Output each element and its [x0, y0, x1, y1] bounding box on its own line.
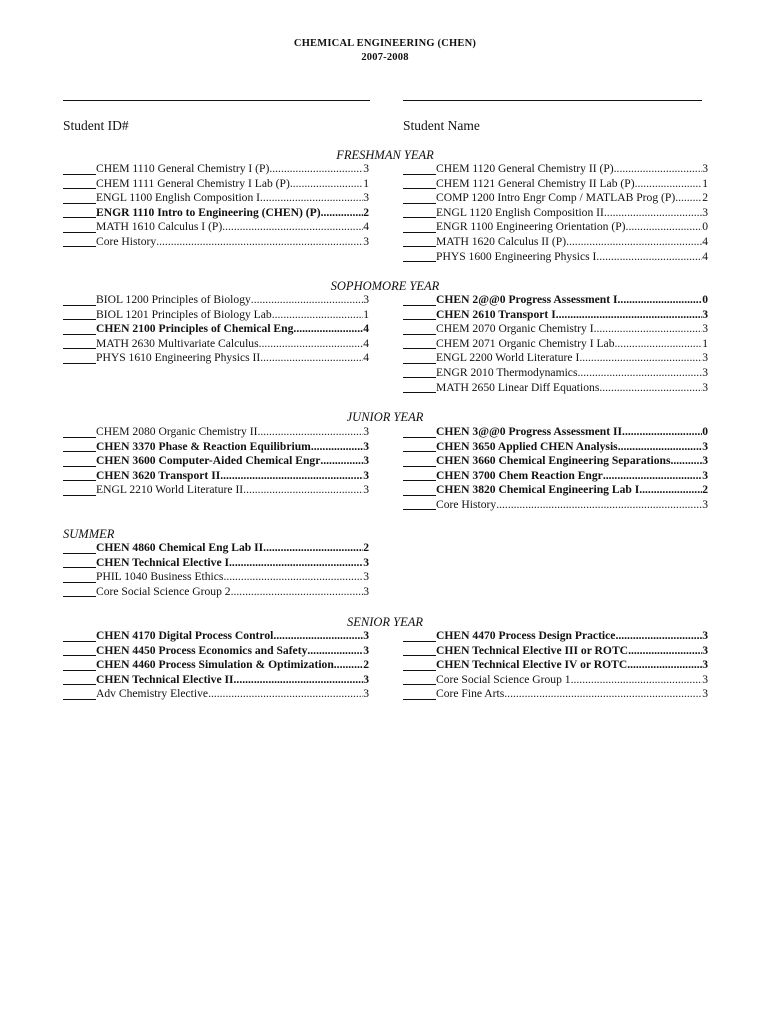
course-row [403, 250, 708, 265]
course-name: CHEM 2070 Organic Chemistry I [436, 322, 594, 336]
course-credits: 4 [363, 322, 369, 336]
completion-blank[interactable] [403, 366, 436, 379]
dot-leader [307, 644, 363, 659]
course-row [403, 483, 708, 498]
dot-leader [615, 337, 703, 352]
dot-leader [220, 469, 363, 484]
course-row [403, 308, 708, 323]
dot-leader [231, 585, 364, 600]
course-credits: 0 [702, 220, 708, 234]
completion-blank[interactable] [63, 673, 96, 686]
completion-blank[interactable] [63, 570, 96, 583]
course-row [63, 644, 369, 659]
course-credits: 2 [363, 541, 369, 554]
summer-column [63, 541, 369, 599]
course-row [403, 191, 708, 206]
completion-blank[interactable] [403, 673, 436, 686]
completion-blank[interactable] [63, 541, 96, 554]
course-name: BIOL 1201 Principles of Biology Lab [96, 307, 272, 321]
course-row [63, 293, 369, 308]
course-name: CHEN 2610 Transport I [436, 307, 556, 321]
completion-blank[interactable] [403, 177, 436, 190]
student-id-label: Student ID# [63, 118, 129, 133]
completion-blank[interactable] [63, 351, 96, 364]
course-name: CHEM 1120 General Chemistry II (P) [436, 162, 614, 175]
course-name: CHEN 4170 Digital Process Control [96, 629, 274, 642]
freshman-left-column [63, 162, 369, 250]
course-credits: 3 [363, 468, 369, 482]
course-credits: 3 [363, 555, 369, 569]
course-row [63, 322, 369, 337]
course-name: CHEN 3600 Computer-Aided Chemical Engr [96, 454, 321, 468]
course-row [63, 351, 369, 366]
course-name: MATH 2630 Multivariate Calculus [96, 336, 259, 350]
course-credits: 1 [363, 176, 369, 190]
course-credits: 3 [363, 454, 369, 468]
course-row [63, 483, 369, 498]
course-credits: 1 [702, 176, 708, 190]
completion-blank[interactable] [63, 220, 96, 233]
completion-blank[interactable] [63, 206, 96, 219]
course-name: CHEN 3660 Chemical Engineering Separations. [436, 454, 674, 468]
dot-leader [673, 454, 702, 469]
course-name: PHYS 1610 Engineering Physics II [96, 351, 261, 365]
freshman-year-heading: FRESHMAN YEAR [336, 148, 434, 162]
completion-blank[interactable] [403, 250, 436, 263]
course-credits: 0 [702, 293, 708, 306]
course-credits: 3 [702, 351, 708, 365]
dot-leader [615, 629, 702, 644]
dot-leader [251, 293, 363, 308]
document-year: 2007-2008 [361, 52, 409, 63]
course-name: CHEM 1111 General Chemistry I Lab (P) [96, 176, 290, 190]
dot-leader [290, 177, 363, 192]
completion-blank[interactable] [403, 440, 436, 453]
course-name: Core History [436, 497, 497, 511]
dot-leader [259, 337, 364, 352]
completion-blank[interactable] [403, 469, 436, 482]
course-credits: 3 [363, 293, 369, 306]
sophomore-left-column [63, 293, 369, 366]
completion-blank[interactable] [63, 629, 96, 642]
dot-leader [639, 483, 702, 498]
course-row [63, 541, 369, 556]
completion-blank[interactable] [63, 440, 96, 453]
student-id-line[interactable] [63, 100, 370, 101]
course-name: CHEN Technical Elective III or ROTC [436, 643, 629, 657]
senior-left-column [63, 629, 369, 702]
completion-blank[interactable] [63, 644, 96, 657]
course-credits: 3 [363, 191, 369, 205]
course-name: ENGL 1120 English Composition II [436, 205, 604, 219]
dot-leader [222, 220, 363, 235]
completion-blank[interactable] [63, 454, 96, 467]
completion-blank[interactable] [403, 483, 436, 496]
dot-leader [156, 235, 363, 250]
dot-leader [599, 381, 702, 396]
dot-leader [571, 673, 703, 688]
completion-blank[interactable] [403, 454, 436, 467]
course-row [63, 673, 369, 688]
course-name: ENGL 1100 English Composition I [96, 191, 261, 205]
completion-blank[interactable] [403, 308, 436, 321]
course-row [403, 498, 708, 513]
course-row [63, 191, 369, 206]
course-row [403, 351, 708, 366]
course-credits: 3 [702, 307, 708, 321]
course-credits: 3 [363, 629, 369, 642]
dot-leader [627, 658, 702, 673]
course-name: CHEN 4470 Process Design Practice [436, 629, 616, 642]
completion-blank[interactable] [403, 220, 436, 233]
course-name: CHEN 3820 Chemical Engineering Lab I [436, 483, 640, 497]
dot-leader [234, 673, 364, 688]
course-name: CHEN Technical Elective I [96, 555, 230, 569]
course-name: CHEM 2080 Organic Chemistry II [96, 425, 258, 438]
course-row [403, 162, 708, 177]
completion-blank[interactable] [403, 235, 436, 248]
course-name: CHEN Technical Elective IV or ROTC [436, 658, 628, 672]
completion-blank[interactable] [63, 293, 96, 306]
course-row [63, 177, 369, 192]
dot-leader [566, 235, 702, 250]
course-row [403, 293, 708, 308]
course-credits: 3 [702, 365, 708, 379]
completion-blank[interactable] [63, 687, 96, 700]
dot-leader [596, 250, 702, 265]
course-row [63, 425, 369, 440]
course-name: MATH 2650 Linear Diff Equations [436, 380, 600, 394]
completion-blank[interactable] [403, 191, 436, 204]
sophomore-year-heading: SOPHOMORE YEAR [330, 279, 440, 293]
course-row [63, 308, 369, 323]
dot-leader [263, 541, 363, 556]
course-credits: 3 [702, 454, 708, 468]
course-name: CHEN 3620 Transport II [96, 468, 221, 482]
course-name: Core Social Science Group 2 [96, 584, 231, 598]
course-row [403, 440, 708, 455]
dot-leader [311, 440, 363, 455]
course-credits: 3 [702, 497, 708, 511]
completion-blank[interactable] [63, 556, 96, 569]
completion-blank[interactable] [63, 483, 96, 496]
completion-blank[interactable] [403, 629, 436, 642]
course-credits: 0 [702, 425, 708, 438]
course-credits: 3 [702, 658, 708, 672]
course-credits: 3 [363, 643, 369, 657]
student-name-line[interactable] [403, 100, 702, 101]
senior-year-heading: SENIOR YEAR [346, 615, 424, 629]
course-row [403, 658, 708, 673]
freshman-right-column [403, 162, 708, 264]
course-name: PHYS 1600 Engineering Physics I [436, 249, 597, 263]
dot-leader [320, 454, 363, 469]
dot-leader [614, 162, 703, 177]
course-credits: 3 [363, 570, 369, 584]
course-credits: 3 [702, 162, 708, 175]
completion-blank[interactable] [63, 308, 96, 321]
course-credits: 3 [363, 584, 369, 598]
course-row [403, 381, 708, 396]
course-row [403, 235, 708, 250]
course-row [63, 570, 369, 585]
completion-blank[interactable] [403, 381, 436, 394]
dot-leader [229, 556, 363, 571]
course-name: ENGL 2210 World Literature II [96, 483, 244, 497]
completion-blank[interactable] [403, 658, 436, 671]
course-row [63, 687, 369, 702]
course-credits: 3 [363, 234, 369, 248]
course-row [403, 673, 708, 688]
course-credits: 4 [363, 351, 369, 365]
junior-year-heading: JUNIOR YEAR [346, 410, 424, 424]
dot-leader [635, 177, 703, 192]
completion-blank[interactable] [403, 162, 436, 175]
course-credits: 3 [702, 380, 708, 394]
course-name: Core History [96, 234, 157, 248]
completion-blank[interactable] [403, 644, 436, 657]
completion-blank[interactable] [403, 351, 436, 364]
dot-leader [626, 220, 703, 235]
dot-leader [594, 322, 703, 337]
completion-blank[interactable] [63, 425, 96, 438]
dot-leader [243, 483, 363, 498]
course-row [403, 322, 708, 337]
dot-leader [293, 322, 363, 337]
course-row [63, 162, 369, 177]
course-credits: 3 [702, 629, 708, 642]
course-name: ENGL 2200 World Literature I [436, 351, 580, 365]
course-name: CHEN 3@@0 Progress Assessment II [436, 425, 623, 438]
course-row [403, 177, 708, 192]
course-credits: 2 [363, 205, 369, 219]
dot-leader [334, 658, 363, 673]
completion-blank[interactable] [63, 162, 96, 175]
course-credits: 3 [702, 205, 708, 219]
course-row [403, 644, 708, 659]
completion-blank[interactable] [403, 498, 436, 511]
completion-blank[interactable] [63, 322, 96, 335]
completion-blank[interactable] [63, 191, 96, 204]
dot-leader [628, 644, 702, 659]
completion-blank[interactable] [403, 425, 436, 438]
course-name: Core Fine Arts [436, 687, 505, 701]
course-credits: 3 [363, 425, 369, 438]
dot-leader [260, 191, 363, 206]
course-name: CHEN 2100 Principles of Chemical Eng [96, 322, 294, 336]
completion-blank[interactable] [63, 337, 96, 350]
course-row [63, 469, 369, 484]
course-row [63, 629, 369, 644]
course-name: ENGR 1100 Engineering Orientation (P) [436, 220, 626, 234]
document-title: CHEMICAL ENGINEERING (CHEN) [293, 38, 477, 49]
course-row [403, 366, 708, 381]
course-credits: 3 [702, 643, 708, 657]
completion-blank[interactable] [63, 469, 96, 482]
student-name-label: Student Name [403, 118, 480, 133]
dot-leader [321, 206, 364, 221]
dot-leader [273, 629, 363, 644]
course-row [403, 469, 708, 484]
completion-blank[interactable] [63, 177, 96, 190]
course-row [403, 220, 708, 235]
course-credits: 4 [363, 220, 369, 234]
senior-right-column [403, 629, 708, 702]
course-credits: 1 [363, 307, 369, 321]
dot-leader [577, 366, 702, 381]
course-name: BIOL 1200 Principles of Biology [96, 293, 251, 306]
completion-blank[interactable] [403, 687, 436, 700]
course-row [63, 337, 369, 352]
completion-blank[interactable] [403, 293, 436, 306]
dot-leader [269, 162, 363, 177]
course-name: CHEN 3370 Phase & Reaction Equilibrium [96, 439, 311, 453]
dot-leader [556, 308, 702, 323]
junior-left-column [63, 425, 369, 498]
course-credits: 3 [363, 687, 369, 701]
course-row [63, 220, 369, 235]
course-name: CHEM 1110 General Chemistry I (P) [96, 162, 270, 175]
course-name: CHEN 4450 Process Economics and Safety [96, 643, 308, 657]
sophomore-right-column [403, 293, 708, 395]
course-row [63, 206, 369, 221]
dot-leader [603, 469, 702, 484]
course-name: CHEN 4460 Process Simulation & Optimization [96, 658, 334, 672]
course-name: CHEN 3700 Chem Reaction Engr [436, 468, 603, 482]
completion-blank[interactable] [63, 585, 96, 598]
course-row [403, 337, 708, 352]
course-credits: 4 [363, 336, 369, 350]
dot-leader [579, 351, 702, 366]
course-name: CHEN Technical Elective II [96, 672, 234, 686]
course-row [403, 206, 708, 221]
course-name: MATH 1610 Calculus I (P) [96, 220, 223, 234]
course-name: MATH 1620 Calculus II (P) [436, 234, 567, 248]
course-row [63, 585, 369, 600]
dot-leader [604, 206, 702, 221]
dot-leader [260, 351, 363, 366]
course-credits: 2 [363, 658, 369, 672]
course-credits: 3 [702, 439, 708, 453]
course-row [63, 556, 369, 571]
course-credits: 3 [363, 672, 369, 686]
completion-blank[interactable] [403, 206, 436, 219]
course-name: Core Social Science Group 1 [436, 672, 571, 686]
course-row [403, 454, 708, 469]
course-credits: 3 [702, 672, 708, 686]
course-credits: 3 [702, 687, 708, 701]
dot-leader [272, 308, 363, 323]
course-row [63, 235, 369, 250]
course-credits: 3 [363, 439, 369, 453]
completion-blank[interactable] [403, 322, 436, 335]
course-name: Adv Chemistry Elective [96, 687, 209, 701]
dot-leader [618, 293, 703, 308]
course-row [403, 425, 708, 440]
course-credits: 4 [702, 234, 708, 248]
course-credits: 4 [702, 249, 708, 263]
dot-leader [496, 498, 702, 513]
course-row [63, 658, 369, 673]
completion-blank[interactable] [403, 337, 436, 350]
course-credits: 2 [702, 483, 708, 497]
course-name: ENGR 1110 Intro to Engineering (CHEN) (P) [96, 205, 321, 219]
dot-leader [675, 191, 702, 206]
course-name: PHIL 1040 Business Ethics [96, 570, 224, 584]
course-row [403, 629, 708, 644]
course-credits: 3 [702, 322, 708, 336]
course-credits: 3 [363, 162, 369, 175]
course-name: ENGR 2010 Thermodynamics [436, 365, 578, 379]
junior-right-column [403, 425, 708, 513]
course-row [63, 454, 369, 469]
course-name: CHEN 4860 Chemical Eng Lab II [96, 541, 264, 554]
course-credits: 2 [702, 191, 708, 205]
summer-heading: SUMMER [63, 527, 115, 541]
course-name: CHEN 2@@0 Progress Assessment I [436, 293, 618, 306]
dot-leader [208, 687, 363, 702]
course-name: CHEN 3650 Applied CHEN Analysis [436, 439, 618, 453]
dot-leader [223, 570, 363, 585]
course-credits: 3 [702, 468, 708, 482]
completion-blank[interactable] [63, 658, 96, 671]
dot-leader [257, 425, 363, 440]
course-credits: 1 [702, 336, 708, 350]
dot-leader [504, 687, 702, 702]
course-name: COMP 1200 Intro Engr Comp / MATLAB Prog (P) [436, 191, 676, 205]
dot-leader [622, 425, 702, 440]
course-row [403, 687, 708, 702]
course-row [63, 440, 369, 455]
course-name: CHEM 2071 Organic Chemistry I Lab [436, 336, 615, 350]
course-credits: 3 [363, 483, 369, 497]
course-name: CHEM 1121 General Chemistry II Lab (P) [436, 176, 635, 190]
completion-blank[interactable] [63, 235, 96, 248]
dot-leader [618, 440, 703, 455]
